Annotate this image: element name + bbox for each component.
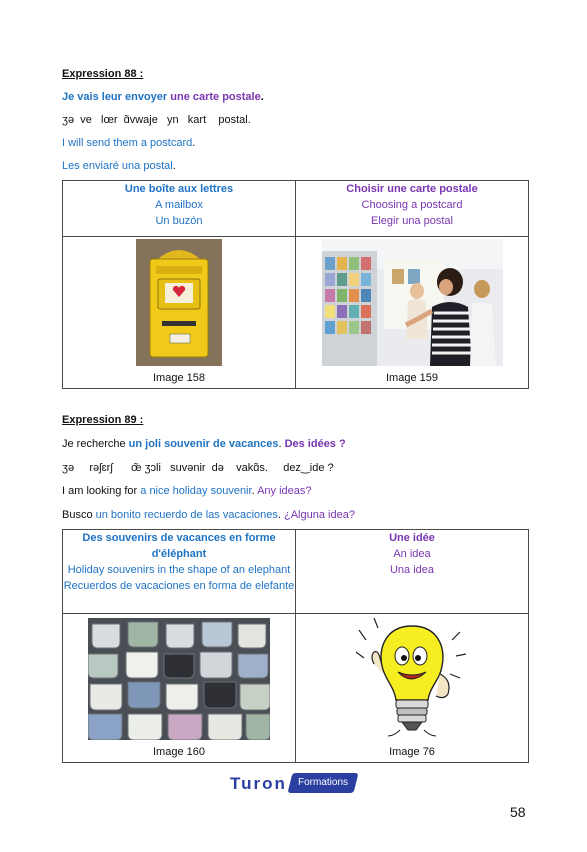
expression-89-phonetic: ʒə rəʃɛrʃ œ̃ ʒɔli suvənir də vakɑ̃s. dez‿ide ? [62,462,334,474]
idea-english: An idea [393,548,431,560]
mailbox-image-cell [63,237,296,389]
elephant-image-cell [63,614,296,763]
idea-spanish: Una idea [389,564,435,576]
elephant-souvenirs-photo [88,618,270,740]
expression-89-french [62,437,346,451]
mailbox-photo [136,239,222,366]
expression-89-table [62,529,529,763]
logo-tag-text: Formations [297,777,348,788]
mailbox-title: Une boîte aux lettres [124,183,234,195]
expression-88-spanish [62,159,176,173]
elephant-header-cell [63,530,296,614]
expression-89-heading: Expression 89 : [62,414,144,426]
elephant-title: Des souvenirs de vacances en forme d'éléphant [82,532,276,560]
image-160-caption: Image 160 [153,746,205,758]
en-phrase-end: . [192,137,196,149]
mailbox-spanish: Un buzón [155,215,203,227]
idea-header-cell [296,530,529,614]
expression-89-english [62,484,312,498]
postcard-rack [322,251,377,366]
expression-88-french [62,90,264,104]
es-phrase-end: . [172,160,176,172]
fr-phrase-highlight: une carte postale [170,91,261,103]
logo-tag-badge [288,773,359,793]
fr-phrase-highlight: un joli souvenir de vacances [128,438,279,450]
expression-88-table [62,180,529,389]
expression-88-heading: Expression 88 : [62,68,144,80]
en-phrase-highlight: a nice holiday souvenir [140,485,252,497]
fr-phrase-end: . [260,91,264,103]
postcard-shop-photo [322,239,503,366]
es-phrase-part: Busco [62,509,96,521]
postcard-header-cell [296,181,529,237]
es-phrase-highlight: un bonito recuerdo de las vacaciones [95,509,278,521]
en-phrase: I will send them a postcard [62,137,193,149]
fr-phrase-part: Je recherche [62,438,129,450]
lightbulb-icon [356,618,468,740]
postcard-title: Choisir une carte postale [346,183,478,195]
en-phrase-mid: . [251,485,258,497]
elephant-spanish: Recuerdos de vacaciones en forma de elefante [63,580,295,592]
elephant-english: Holiday souvenirs in the shape of an elephant [67,564,291,576]
image-159-caption: Image 159 [386,372,438,384]
es-phrase-question: ¿Alguna idea? [284,509,355,521]
postcard-spanish: Elegir una postal [371,215,453,227]
expression-88-english [62,136,195,150]
image-76-caption: Image 76 [389,746,435,758]
mailbox-english: A mailbox [155,199,203,211]
en-phrase-question: Any ideas? [257,485,312,497]
postcard-image-cell [296,237,529,389]
expression-89-spanish [62,508,355,522]
fr-phrase-question: Des idées ? [284,438,346,450]
logo-brand-text: Turon [230,774,287,793]
fr-phrase-mid: . [278,438,285,450]
page-number: 58 [510,804,526,820]
idea-image-cell [296,614,529,763]
en-phrase-part: I am looking for [62,485,141,497]
expression-88-phonetic: ʒə ve lœr ɑ̃vwaje yn kart postal. [62,114,251,126]
postcard-english: Choosing a postcard [361,199,463,211]
fr-phrase-part: Je vais leur envoyer [62,91,168,103]
turon-formations-logo [230,770,360,800]
idea-title: Une idée [389,532,435,544]
es-phrase-mid: . [277,509,284,521]
es-phrase: Les enviaré una postal [62,160,173,172]
mailbox-header-cell [63,181,296,237]
image-158-caption: Image 158 [153,372,205,384]
